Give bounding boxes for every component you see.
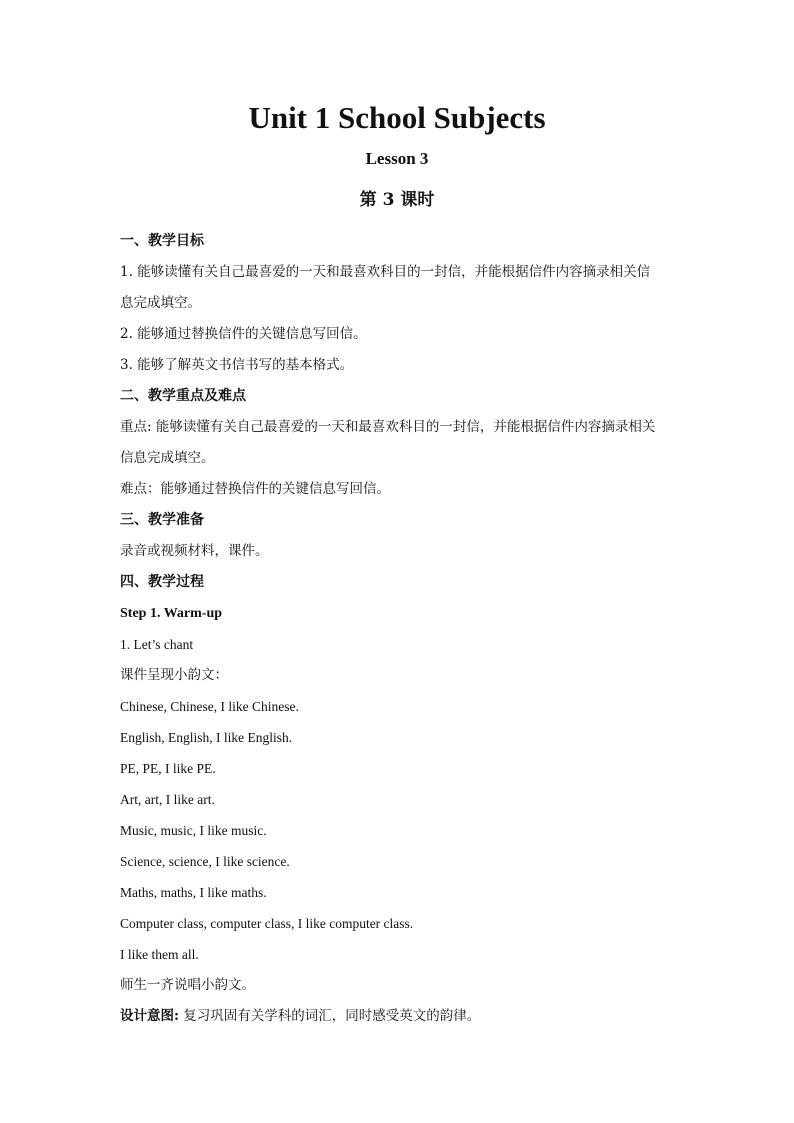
- document-title: Unit 1 School Subjects: [248, 100, 546, 135]
- goal-item-1-line-2: 息完成填空。: [120, 295, 201, 311]
- lesson-title-cn: 第 3 课时: [359, 190, 435, 210]
- chant-line: Computer class, computer class, I like computer class.: [120, 916, 414, 931]
- section-heading-process: 四、教学过程: [120, 574, 204, 590]
- chant-line: Chinese, Chinese, I like Chinese.: [120, 699, 299, 714]
- chant-line: Maths, maths, I like maths.: [120, 885, 267, 900]
- focus-key-line-1: 重点: 能够读懂有关自己最喜爱的一天和最喜欢科目的一封信，并能根据信件内容摘录相关: [120, 419, 656, 435]
- goal-item-1-line-1: 1. 能够读懂有关自己最喜爱的一天和最喜欢科目的一封信，并能根据信件内容摘录相关信: [120, 264, 651, 280]
- chant-line: I like them all.: [120, 947, 199, 962]
- chant-line: Art, art, I like art.: [120, 792, 215, 807]
- focus-key-line-2: 信息完成填空。: [120, 450, 215, 466]
- chant-action: 师生一齐说唱小韵文。: [120, 977, 255, 993]
- chant-intro: 课件呈现小韵文：: [120, 667, 228, 683]
- design-intent-text: 复习巩固有关学科的词汇，同时感受英文的韵律。: [178, 1008, 481, 1024]
- document-body: [120, 226, 680, 1032]
- section-heading-focus: 二、教学重点及难点: [120, 388, 246, 404]
- chant-line: PE, PE, I like PE.: [120, 761, 216, 776]
- chant-line: Music, music, I like music.: [120, 823, 267, 838]
- design-intent-label: 设计意图:: [120, 1008, 179, 1024]
- lesson-title: Lesson 3: [365, 149, 429, 168]
- step-1-title: Step 1. Warm-up: [120, 606, 223, 621]
- prep-text: 录音或视频材料，课件。: [120, 543, 269, 559]
- chant-line: English, English, I like English.: [120, 730, 293, 745]
- section-heading-prep: 三、教学准备: [120, 512, 204, 528]
- section-heading-goals: 一、教学目标: [120, 233, 204, 249]
- design-intent: [120, 1001, 680, 1032]
- focus-difficulty: 难点：能够通过替换信件的关键信息写回信。: [120, 481, 390, 497]
- goal-item-3: 3. 能够了解英文书信书写的基本格式。: [120, 357, 354, 373]
- chant-line: Science, science, I like science.: [120, 854, 290, 869]
- goal-item-2: 2. 能够通过替换信件的关键信息写回信。: [120, 326, 367, 342]
- chant-title: 1. Let’s chant: [120, 637, 194, 652]
